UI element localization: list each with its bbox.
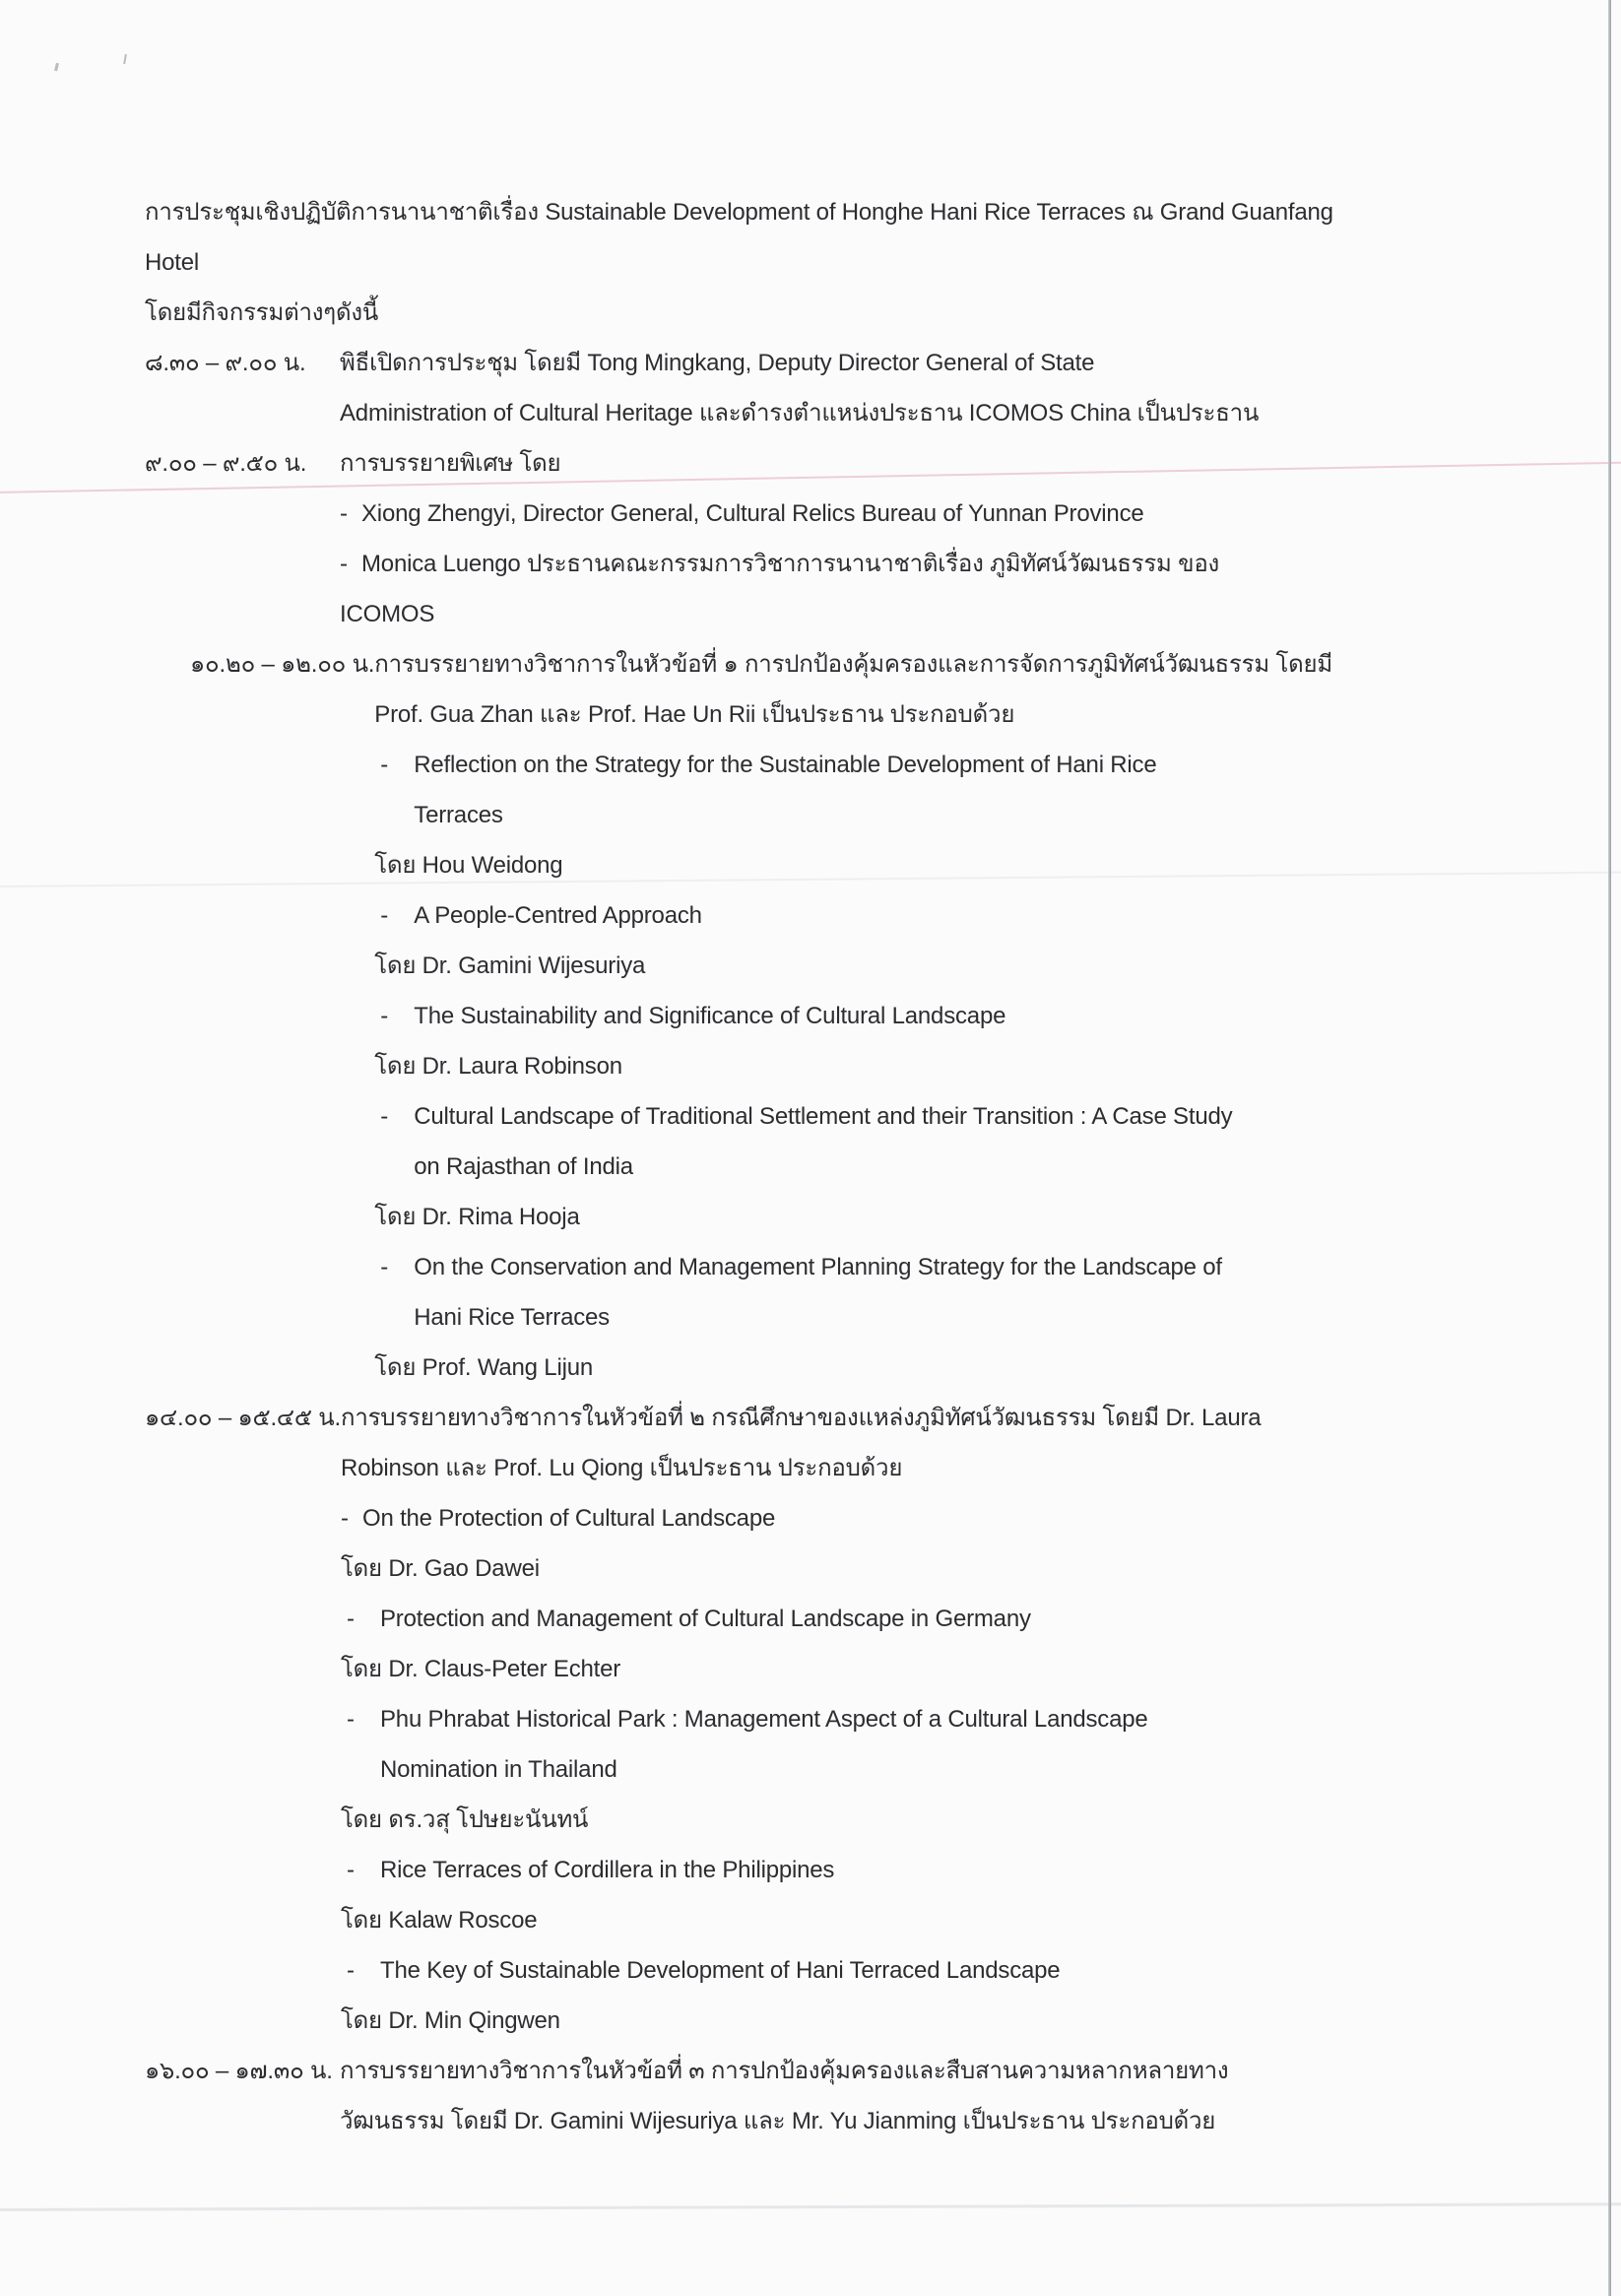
speaker-line: โดย Dr. Min Qingwen: [340, 2007, 560, 2034]
agenda-text-line: Administration of Cultural Heritage และดำรงตำแหน่งประธาน ICOMOS China เป็นประธาน: [340, 400, 1260, 426]
paper-title-continuation: on Rajasthan of India: [414, 1153, 633, 1180]
agenda-continuation-line: ICOMOS: [340, 601, 435, 627]
agenda-text-line: พิธีเปิดการประชุม โดยมี Tong Mingkang, Deputy Director General of State: [340, 350, 1095, 376]
paper-bullet-item: [374, 890, 1514, 941]
paper-bullet-item: [374, 991, 1514, 1041]
dash-marker: -: [340, 551, 348, 577]
session-title-line: Robinson และ Prof. Lu Qiong เป็นประธาน ประกอบด้วย: [340, 1455, 903, 1481]
dash-marker: -: [380, 1003, 389, 1029]
speaker-name: Xiong Zhengyi, Director General, Cultural Relics Bureau of Yunnan Province: [361, 500, 1144, 527]
schedule-row-opening: [145, 338, 1514, 438]
schedule-row-session1: [145, 639, 1514, 1393]
speaker-bullet-line: [340, 489, 1514, 539]
paper-bullet-item: [341, 1845, 1514, 1895]
paper-title: On the Conservation and Management Planning Strategy for the Landscape of: [414, 1254, 1222, 1280]
paper-title-continuation: Hani Rice Terraces: [414, 1304, 610, 1331]
speaker-line: โดย Kalaw Roscoe: [340, 1907, 538, 1934]
paper-title: The Key of Sustainable Development of Hani Terraced Landscape: [379, 1957, 1061, 1984]
session-title-line: การบรรยายทางวิชาการในหัวข้อที่ ๓ การปกป้องคุ้มครองและสืบสานความหลากหลายทาง: [340, 2058, 1229, 2084]
dash-marker: -: [346, 1857, 355, 1883]
paper-title: Protection and Management of Cultural Landscape in Germany: [379, 1606, 1031, 1632]
session-title-line: วัฒนธรรม โดยมี Dr. Gamini Wijesuriya และ Mr. Yu Jianming เป็นประธาน ประกอบด้วย: [340, 2108, 1216, 2134]
paper-bullet-item: [341, 1945, 1514, 1996]
doc-heading-line-1: การประชุมเชิงปฏิบัติการนานาชาติเรื่อง Sustainable Development of Honghe Hani Rice Terraces ณ Grand Guanfang: [145, 199, 1333, 226]
dash-marker: -: [340, 500, 348, 527]
paper-title: Reflection on the Strategy for the Sustainable Development of Hani Rice: [414, 752, 1157, 778]
time-range-label: ๑๔.๐๐ – ๑๕.๔๕ น.: [145, 1405, 341, 1431]
schedule-row-session2: [145, 1393, 1514, 2046]
speaker-line: โดย ดร.วสุ โปษยะนันทน์: [340, 1806, 589, 1833]
doc-heading-line-3: โดยมีกิจกรรมต่างๆดังนี้: [145, 299, 379, 326]
paper-bullet-item: [374, 1091, 1514, 1142]
scan-artifact-faint-band: [0, 2202, 1621, 2211]
scan-artifact-speck: [54, 63, 59, 71]
paper-title: A People-Centred Approach: [414, 902, 702, 929]
time-range-label: ๙.๐๐ – ๙.๕๐ น.: [145, 450, 307, 477]
dash-marker: -: [346, 1706, 355, 1733]
paper-title: The Sustainability and Significance of Cultural Landscape: [414, 1003, 1006, 1029]
schedule-row-session3: [145, 2046, 1514, 2146]
scan-artifact-vertical-edge-line: [1608, 0, 1611, 2296]
paper-title: On the Protection of Cultural Landscape: [361, 1505, 776, 1532]
schedule-row-content: [340, 438, 1514, 639]
session-title-line: การบรรยายทางวิชาการในหัวข้อที่ ๒ กรณีศึกษาของแหล่งภูมิทัศน์วัฒนธรรม โดยมี Dr. Laura: [340, 1405, 1262, 1431]
speaker-bullet-line: [340, 539, 1514, 589]
schedule-row-content: [340, 2046, 1514, 2146]
dash-marker: -: [380, 1103, 389, 1130]
paper-title-continuation: Terraces: [414, 802, 503, 828]
paper-title: Cultural Landscape of Traditional Settlement and their Transition : A Case Study: [414, 1103, 1233, 1130]
dash-marker: -: [380, 752, 389, 778]
paper-title: Phu Phrabat Historical Park : Management Aspect of a Cultural Landscape: [379, 1706, 1148, 1733]
speaker-line: โดย Dr. Claus-Peter Echter: [340, 1656, 621, 1682]
document-body: [145, 187, 1514, 2146]
time-range-label: ๑๖.๐๐ – ๑๗.๓๐ น.: [145, 2058, 333, 2084]
dash-marker: -: [340, 1505, 349, 1532]
schedule-row-keynote: [145, 438, 1514, 639]
paper-title-continuation: Nomination in Thailand: [379, 1756, 617, 1783]
scan-artifact-speck: [123, 54, 127, 64]
time-range-label: ๑๐.๒๐ – ๑๒.๐๐ น.: [190, 651, 375, 678]
agenda-text-line: การบรรยายพิเศษ โดย: [340, 450, 561, 477]
dash-marker: -: [380, 902, 389, 929]
paper-bullet-item: [341, 1694, 1514, 1744]
paper-bullet-item: [341, 1594, 1514, 1644]
session-title-line: การบรรยายทางวิชาการในหัวข้อที่ ๑ การปกป้องคุ้มครองและการจัดการภูมิทัศน์วัฒนธรรม โดยมี: [374, 651, 1333, 678]
paper-bullet-item: [374, 1242, 1514, 1292]
speaker-line: โดย Dr. Gao Dawei: [340, 1555, 540, 1582]
schedule-row-content: [340, 338, 1514, 438]
schedule-row-content: [341, 1393, 1514, 2046]
schedule-row-content: [374, 639, 1514, 1393]
dash-marker: -: [346, 1606, 355, 1632]
doc-heading-line-2: Hotel: [145, 249, 200, 276]
speaker-line: โดย Dr. Rima Hooja: [374, 1204, 580, 1230]
dash-marker: -: [380, 1254, 389, 1280]
speaker-name: Monica Luengo ประธานคณะกรรมการวิชาการนานาชาติเรื่อง ภูมิทัศน์วัฒนธรรม ของ: [361, 551, 1220, 577]
paper-bullet-item: [341, 1493, 1514, 1543]
session-title-line: Prof. Gua Zhan และ Prof. Hae Un Rii เป็นประธาน ประกอบด้วย: [374, 701, 1015, 728]
speaker-line: โดย Hou Weidong: [374, 852, 563, 879]
paper-bullet-item: [374, 740, 1514, 790]
time-range-label: ๘.๓๐ – ๙.๐๐ น.: [145, 350, 306, 376]
speaker-line: โดย Prof. Wang Lijun: [374, 1354, 594, 1381]
speaker-line: โดย Dr. Gamini Wijesuriya: [374, 952, 646, 979]
speaker-line: โดย Dr. Laura Robinson: [374, 1053, 622, 1080]
dash-marker: -: [346, 1957, 355, 1984]
paper-title: Rice Terraces of Cordillera in the Philippines: [379, 1857, 835, 1883]
